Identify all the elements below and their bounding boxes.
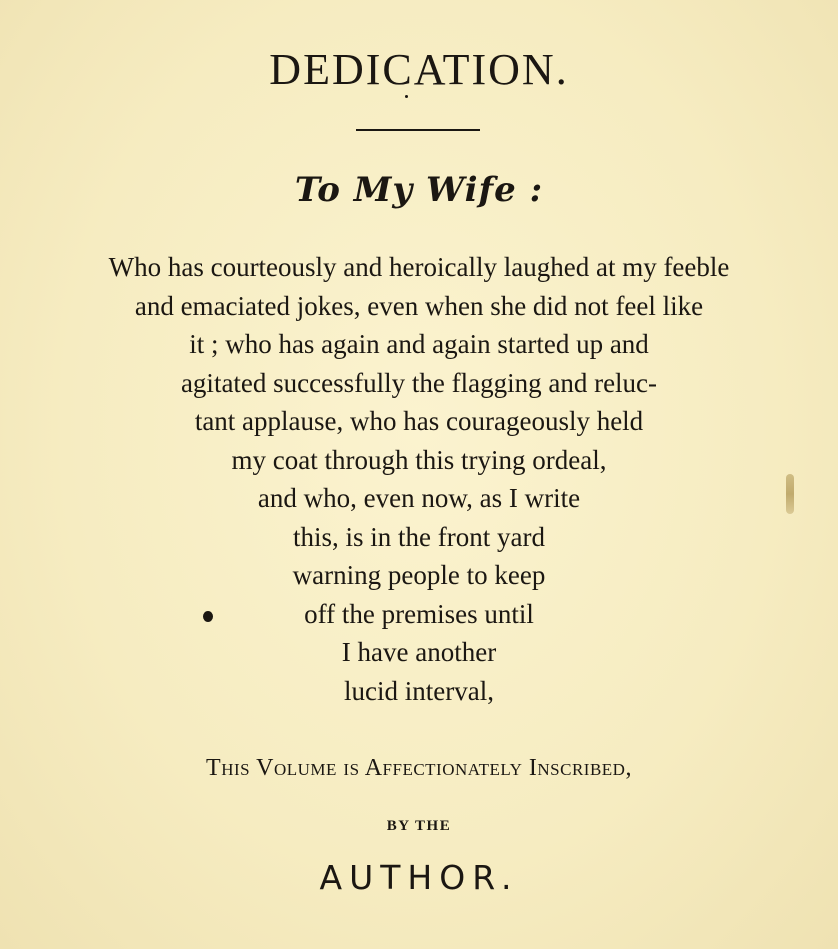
dedication-body xyxy=(0,248,838,710)
author-signature: AUTHOR. xyxy=(319,858,519,897)
ink-dot-mark xyxy=(405,95,408,98)
by-the-label: BY THE xyxy=(386,818,452,834)
body-line: and who, even now, as I write xyxy=(257,483,581,513)
body-line: agitated successfully the flagging and reluc- xyxy=(180,367,658,398)
body-line: Who has courteously and heroically laughed at my feeble xyxy=(108,252,730,282)
page-title: DEDICATION. xyxy=(269,45,569,94)
salutation-heading: To My Wife : xyxy=(294,170,544,210)
ink-blot-mark xyxy=(203,611,213,622)
body-line: I have another xyxy=(341,637,497,667)
body-line: tant applause, who has courageously held xyxy=(194,406,644,436)
body-line: this, is in the front yard xyxy=(293,521,545,552)
inscription-line: This Volume is Affectionately Inscribed, xyxy=(206,755,632,781)
title-rule-divider xyxy=(356,129,480,131)
body-line: and emaciated jokes, even when she did not feel like xyxy=(134,290,704,321)
body-line: my coat through this trying ordeal, xyxy=(231,444,607,475)
body-line: warning people to keep xyxy=(292,560,546,590)
paper-stain-mark xyxy=(786,474,794,514)
body-line: it ; who has again and again started up and xyxy=(189,329,649,359)
body-line: lucid interval, xyxy=(344,675,494,706)
body-line: off the premises until xyxy=(304,598,534,629)
